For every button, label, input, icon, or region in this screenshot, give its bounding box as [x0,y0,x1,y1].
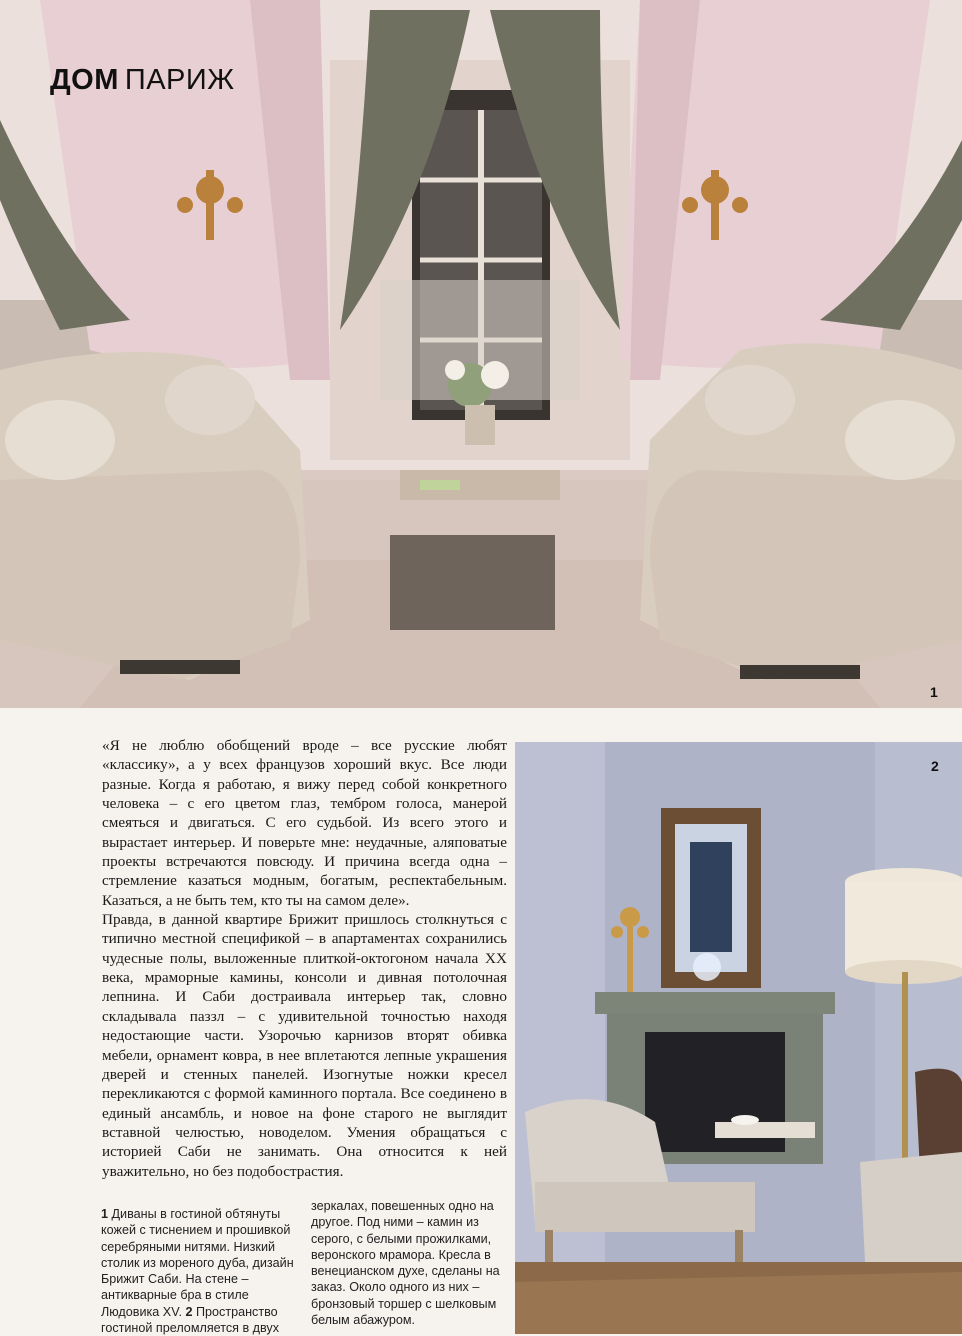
caption-right: зеркалах, повешенных одно на другое. Под ними – камин из серого, с белыми прожилками, веронского мрамора. Кресла в венецианском духе, сделаны на заказ. Около одного из них – бронзовый торшер с шелковым белым абажуром. [311,1199,500,1328]
article-body [102,736,507,1181]
fireplace-illustration [515,742,962,1334]
caption-num-1: 1 [101,1207,109,1221]
photo-number-2: 2 [931,758,939,774]
photo-number-1: 1 [930,684,938,700]
caption-text-1: Диваны в гостиной обтянуты кожей с тиснением и прошивкой серебряными нитями. Низкий столик из мореного дуба, дизайн Брижит Саби. На стене – антикварные бра в стиле Людовика XV. [101,1207,294,1319]
section-header [50,64,235,97]
section-title: ДОМ [50,64,119,96]
body-paragraph-quote: «Я не люблю обобщений вроде – все русские любят «классику», а у всех французов хороший вкус. Все люди разные. Когда я работаю, я вижу перед собой конкретного человека – с его цветом глаз, тембром голоса, манерой смеяться и двигаться. С его судьбой. Из всего этого и вырастает интерьер. И поверьте мне: неудачные, аляповатые проекты встречаются повсюду. И причина всегда одна – стремление казаться модным, богатым, респектабельным. Казаться, а не быть тем, кто ты на самом деле». [102,737,507,909]
fireplace-photo [515,742,962,1334]
section-subtitle: ПАРИЖ [124,64,235,96]
body-paragraph-main: Правда, в данной квартире Брижит пришлось столкнуться с типично местной спецификой – в апартаментах сохранились чудесные полы, выложенные плиткой-октогоном начала XX века, мраморные камины, консоли и дивная потолочная лепнина. И Саби достраивала интерьер так, словно складывала паззл – с удивительной точностью находя недостающие части. Узорочью карнизов вторят обивка мебели, орнамент ковра, в нее вплетаются лепные украшения дверей и стенных панелей. Изогнутые ножки кресел перекликаются с формой каминного портала. Все соединено в единый ансамбль, и новое на фоне старого не выглядит вставной челюстью, новоделом. Умения обращаться с историей Саби не занимать. Она относится к ней уважительно, но без подобострастия. [102,911,507,1180]
caption-text-2: Пространство гостиной преломляется в двух [101,1304,280,1336]
caption-num-2: 2 [185,1304,193,1319]
caption-left [101,1206,301,1336]
